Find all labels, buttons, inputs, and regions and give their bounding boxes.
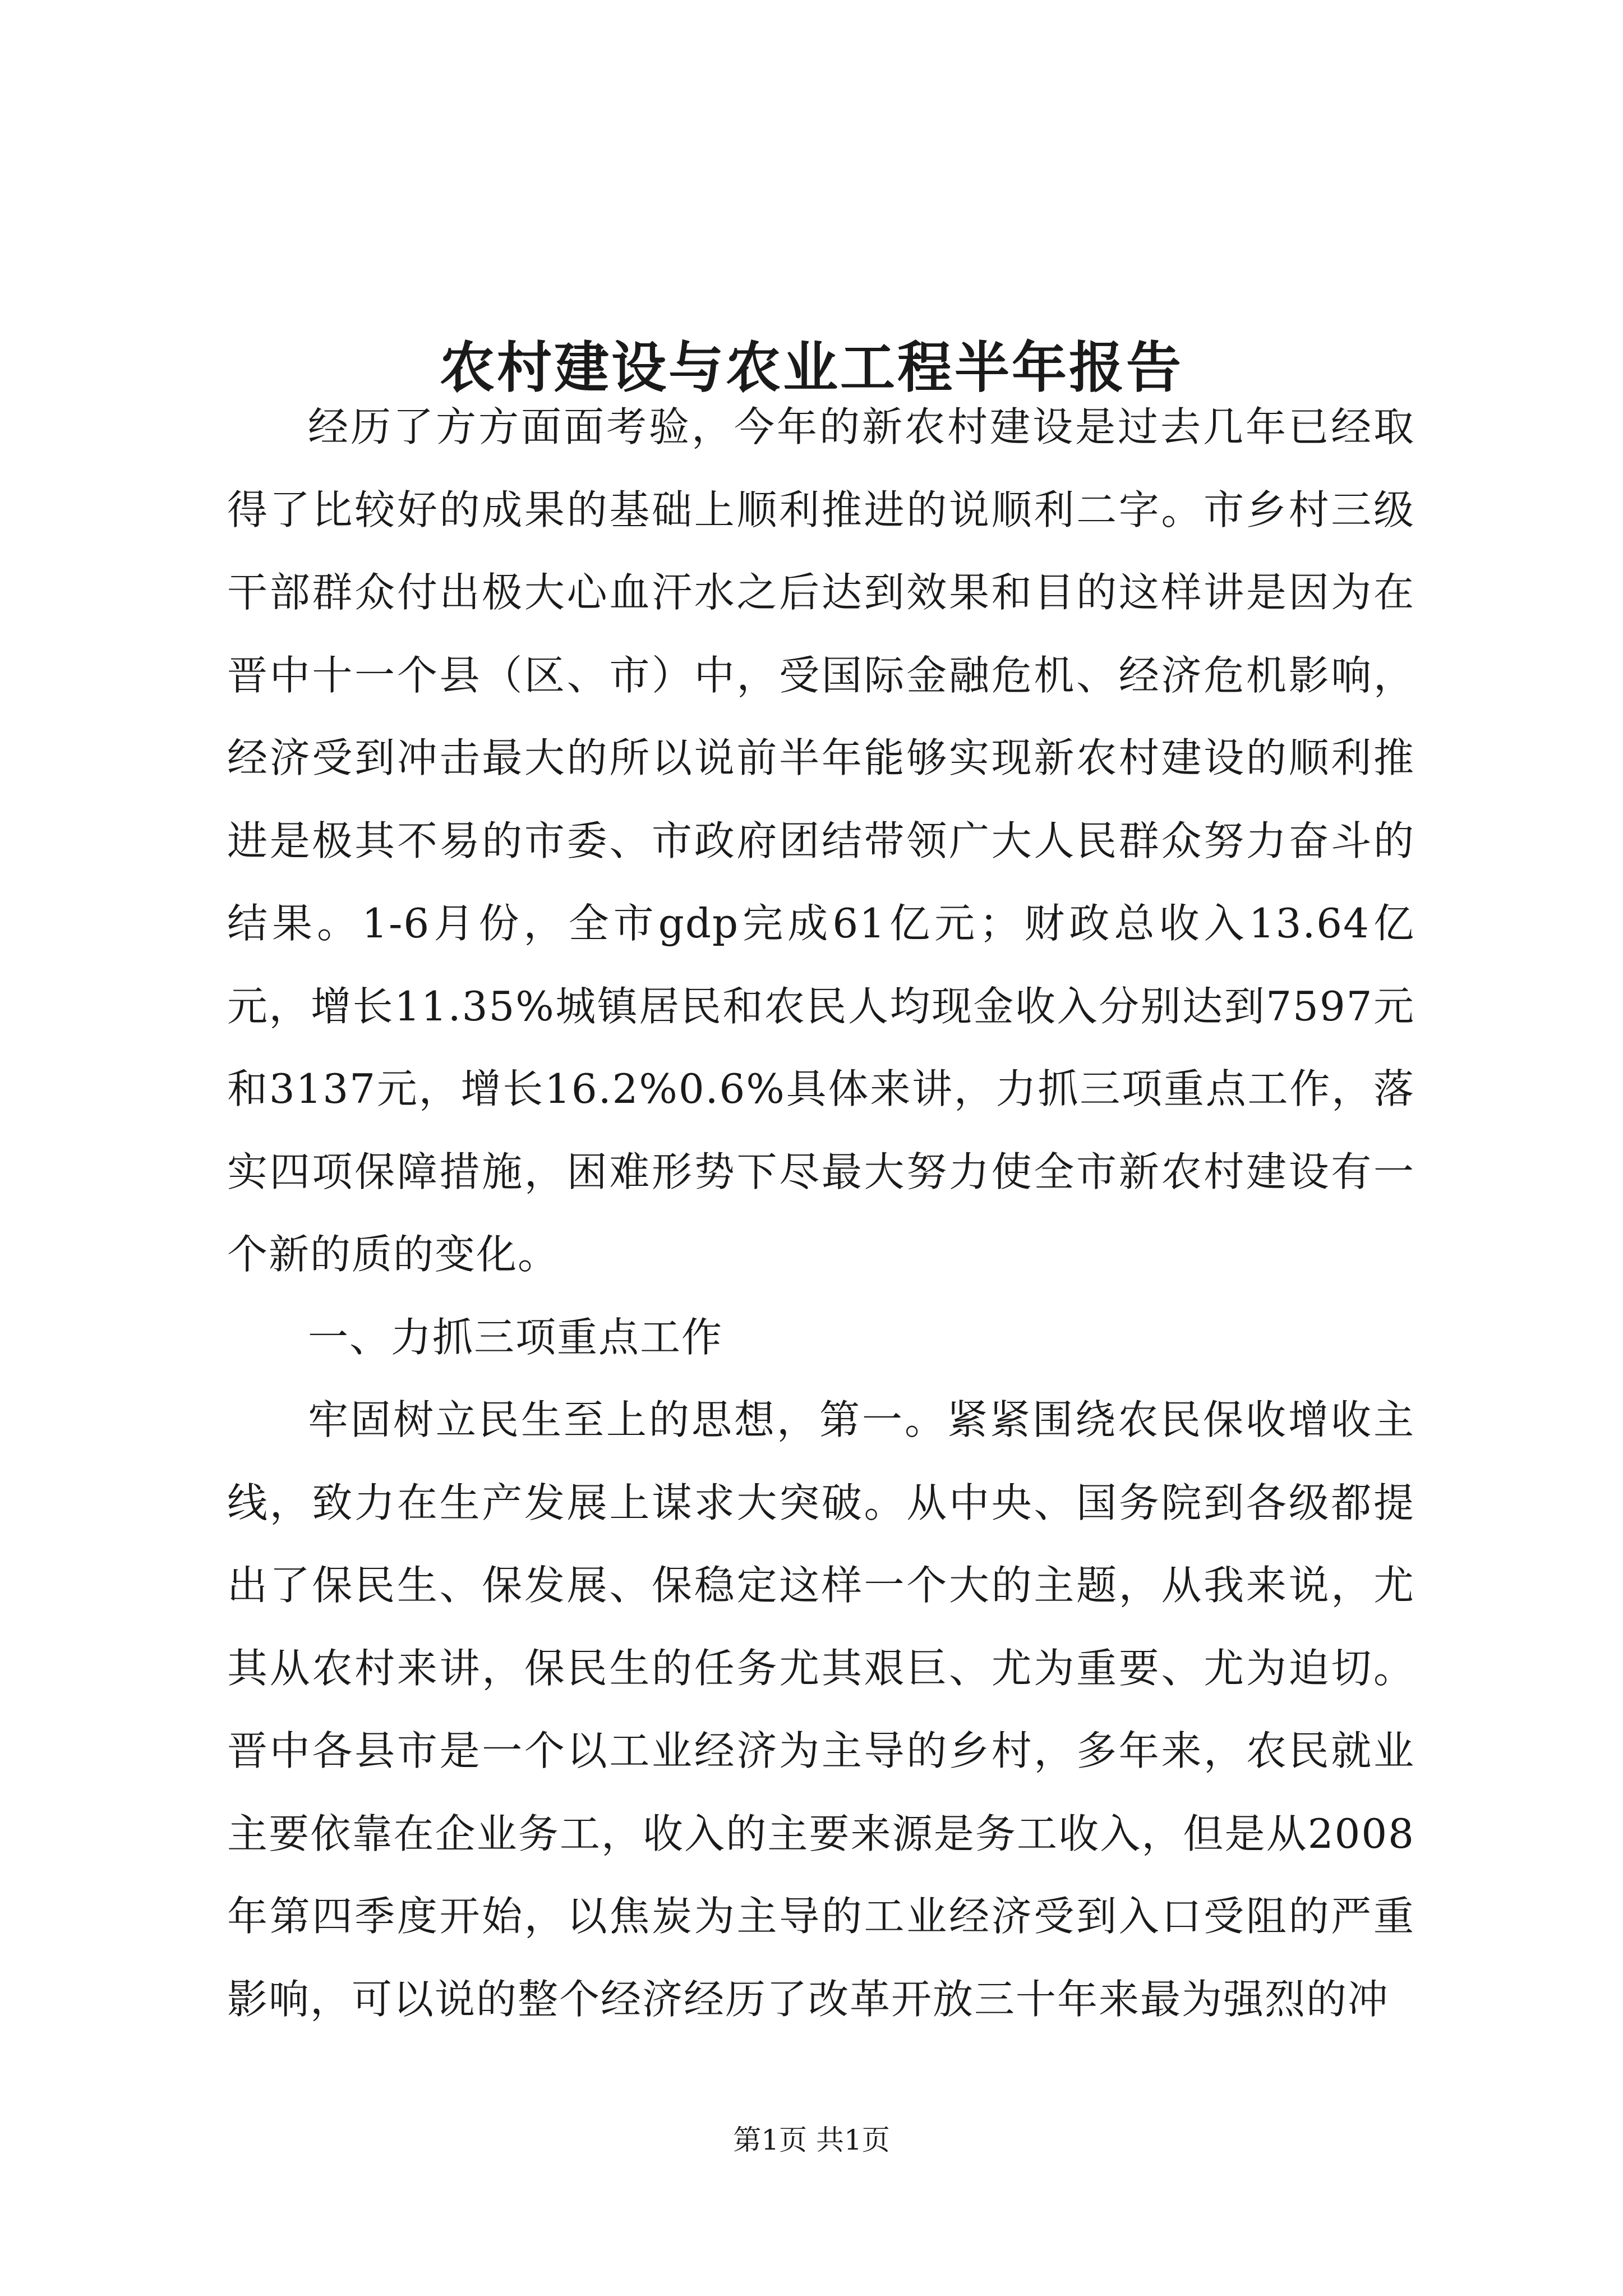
document-body (227, 386, 1415, 2041)
document-title: 农村建设与农业工程半年报告 (439, 335, 1183, 400)
section-heading: 一、力抓三项重点工作 (308, 1313, 723, 1361)
paragraph-intro: 经历了方方面面考验，今年的新农村建设是过去几年已经取得了比较好的成果的基础上顺利推进的说顺利二字。市乡村三级干部群众付出极大心血汗水之后达到效果和目的这样讲是因为在晋中十一个县（区、市）中，受国际金融危机、经济危机影响，经济受到冲击最大的所以说前半年能够实现新农村建设的顺利推进是极其不易的市委、市政府团结带领广大人民群众努力奋斗的结果。1-6月份，全市gdp完成61亿元；财政总收入13.64亿元，增长11.35%城镇居民和农民人均现金收入分别达到7597元和3137元，增长16.2%0.6%具体来讲，力抓三项重点工作，落实四项保障措施，困难形势下尽最大努力使全市新农村建设有一个新的质的变化。 (227, 403, 1415, 1278)
paragraph-first-point: 牢固树立民生至上的思想，第一。紧紧围绕农民保收增收主线，致力在生产发展上谋求大突破。从中央、国务院到各级都提出了保民生、保发展、保稳定这样一个大的主题，从我来说，尤其从农村来讲，保民生的任务尤其艰巨、尤为重要、尤为迫切。晋中各县市是一个以工业经济为主导的乡村，多年来，农民就业主要依靠在企业务工，收入的主要来源是务工收入，但是从2008年第四季度开始，以焦炭为主导的工业经济受到入口受阻的严重影响，可以说的整个经济经历了改革开放三十年来最为强烈的冲 (227, 1396, 1415, 2023)
page-footer: 第1页 共1页 (733, 2124, 890, 2156)
